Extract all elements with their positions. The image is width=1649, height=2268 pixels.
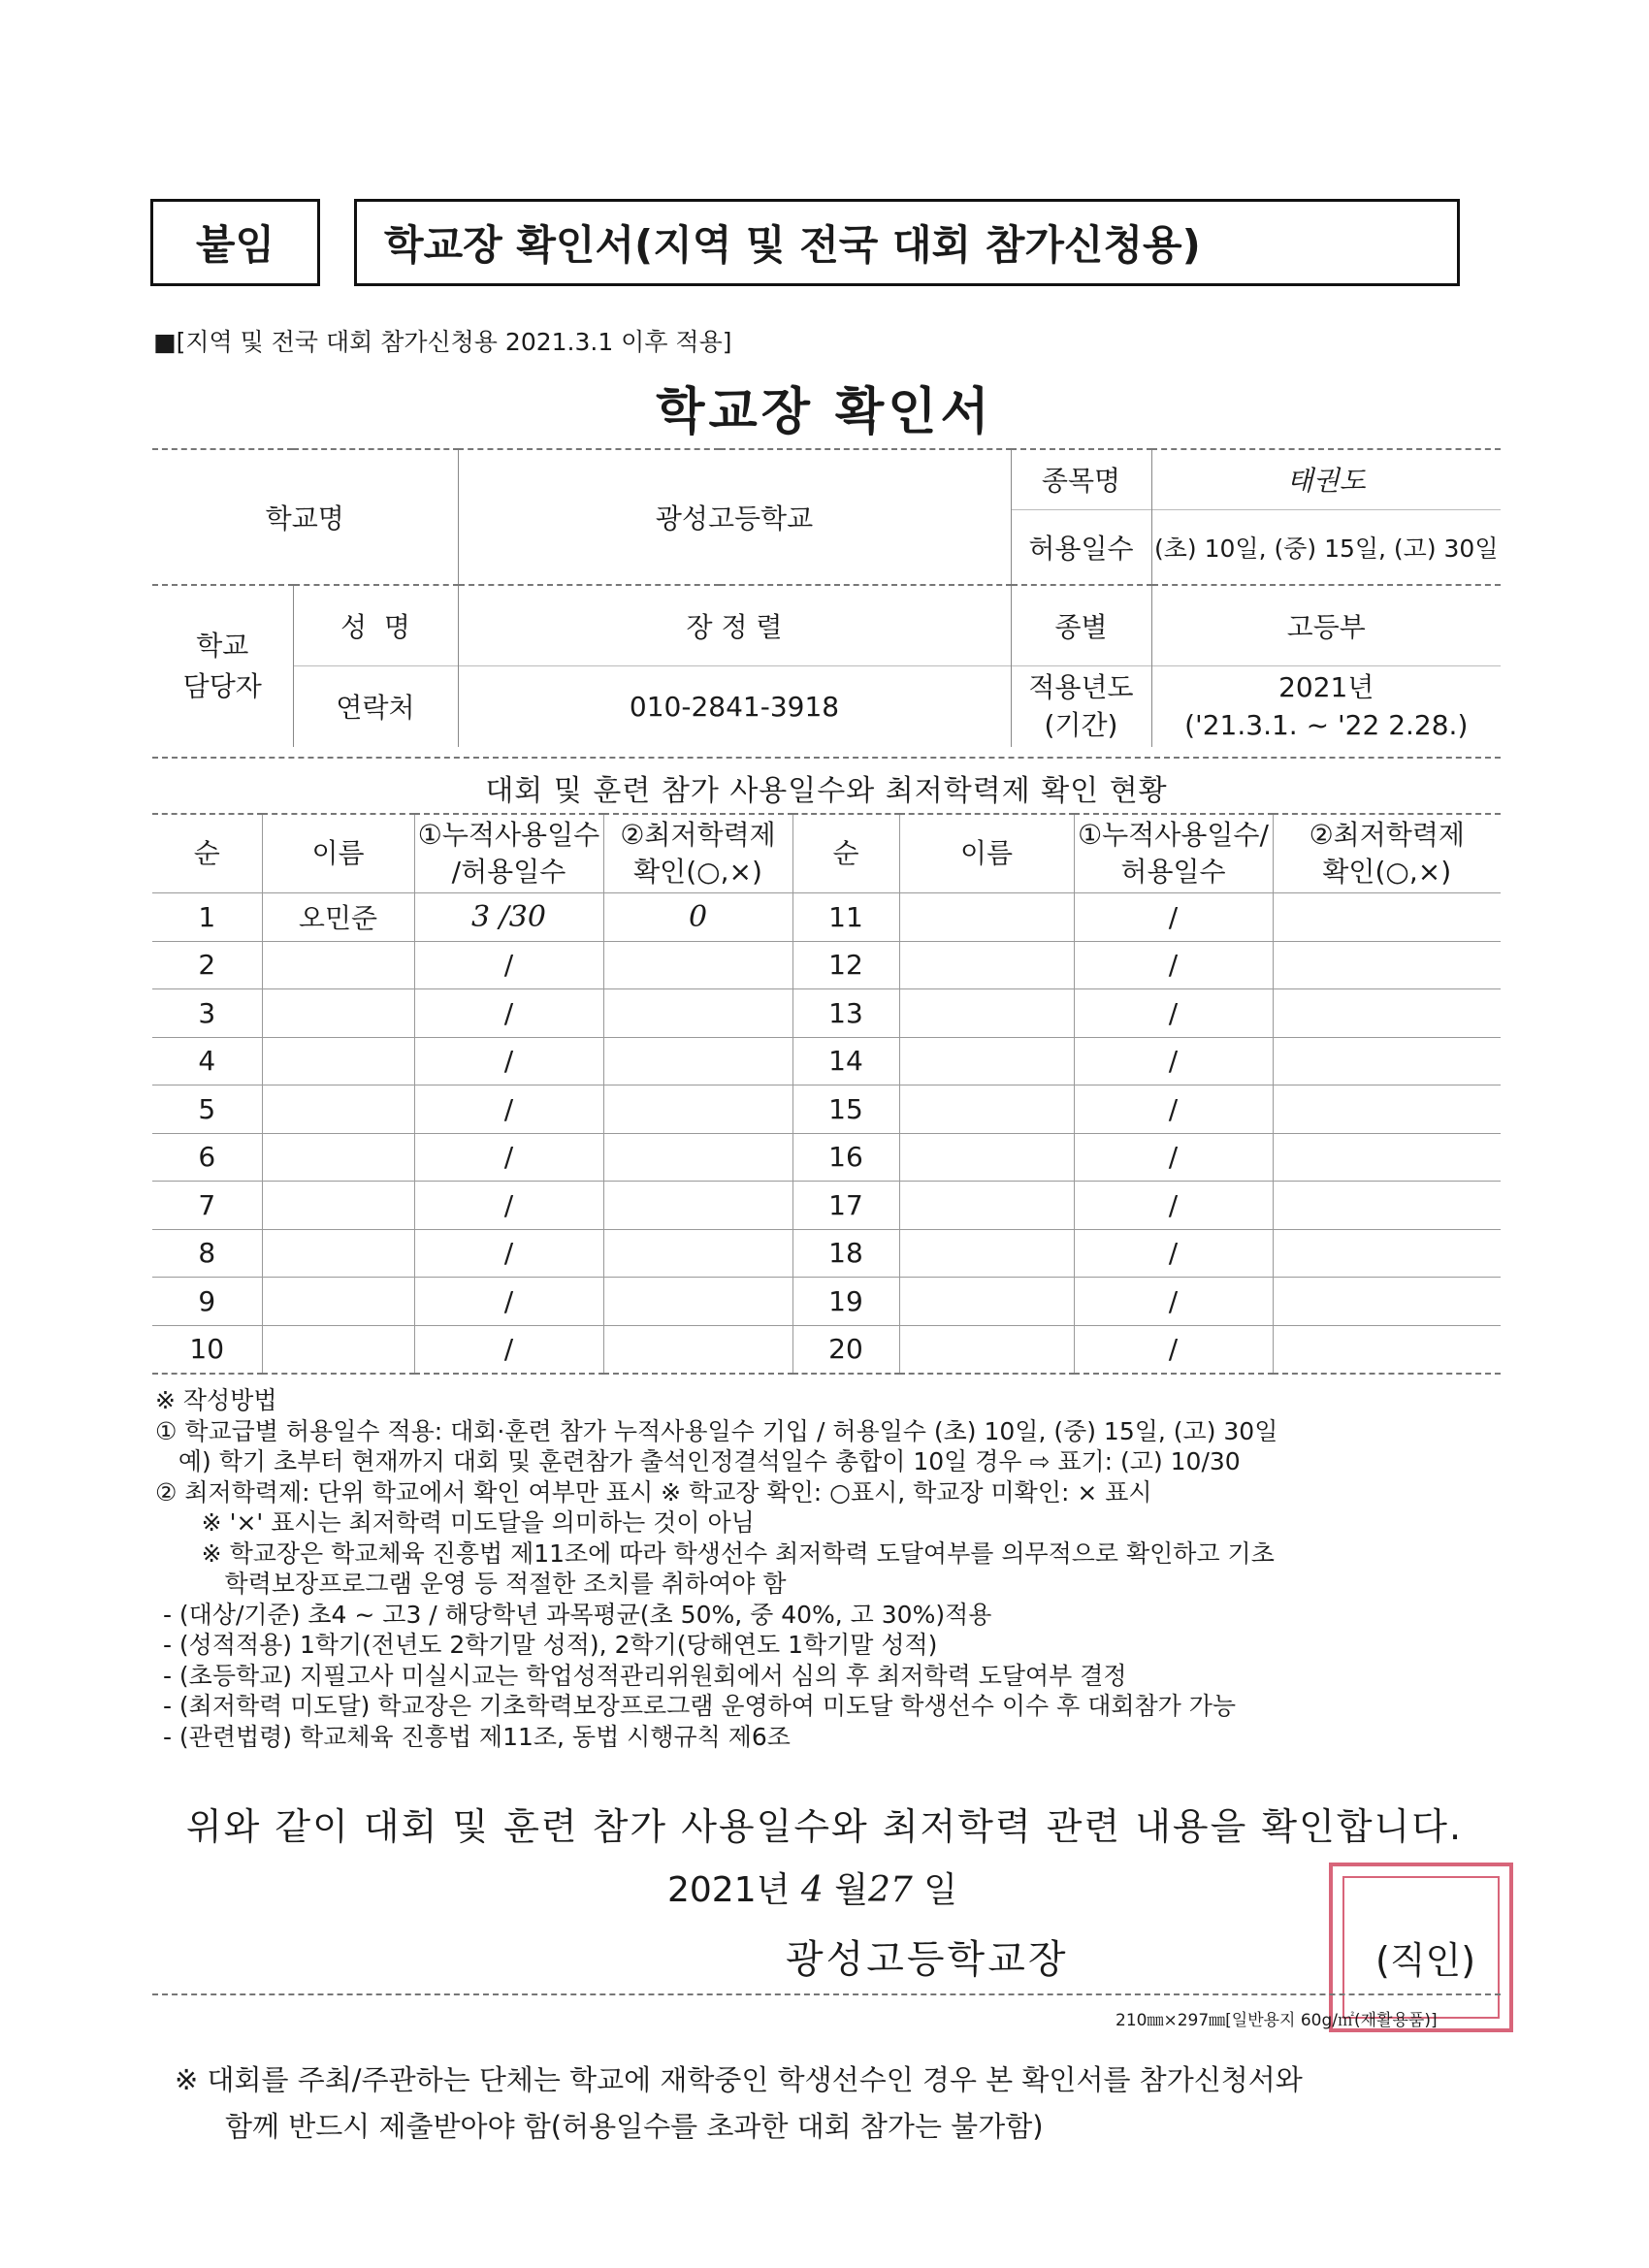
period: ('21.3.1. ~ '22 2.28.): [1184, 709, 1469, 742]
days-used-right: /: [1074, 1182, 1273, 1230]
table-header-row: [152, 814, 1501, 893]
min-academic-right: [1273, 1037, 1501, 1085]
student-name-left: [262, 989, 414, 1038]
student-name-right: [899, 1037, 1074, 1085]
days-used-left: /: [414, 1182, 603, 1230]
year-label-line-1: 적용년도: [1028, 671, 1134, 704]
student-name-left: [262, 1182, 414, 1230]
manager-name: 장 정 렬: [458, 585, 1011, 665]
instruction-line: - (최저학력 미도달) 학교장은 기초학력보장프로그램 운영하여 미도달 학생선수 이수 후 대회참가 가능: [155, 1692, 1237, 1720]
student-name-left: [262, 1229, 414, 1278]
student-name-left: [262, 1325, 414, 1374]
table-row: [152, 1133, 1501, 1182]
col-no-left: 순: [152, 814, 262, 893]
manager-label-line-2: 담당자: [182, 670, 262, 702]
date-month: 4: [800, 1870, 824, 1910]
contact-value: 010-2841-3918: [458, 665, 1011, 747]
row-number-left: 3: [152, 989, 262, 1038]
seal-label: (직인): [1375, 1939, 1476, 1982]
table-row: [152, 1278, 1501, 1326]
instruction-line: - (대상/기준) 초4 ~ 고3 / 해당학년 과목평균(초 50%, 중 40%, 고 30%)적용: [155, 1600, 992, 1629]
row-number-right: 16: [792, 1133, 899, 1182]
days-used-left: 3 /30: [414, 893, 603, 942]
row-number-left: 9: [152, 1278, 262, 1326]
school-name: 광성고등학교: [458, 449, 1011, 585]
participation-table: [152, 813, 1501, 1375]
min-academic-right: [1273, 1229, 1501, 1278]
table-row: [152, 893, 1501, 942]
min-academic-right: [1273, 1133, 1501, 1182]
min-academic-left: [603, 1278, 792, 1326]
row-number-right: 12: [792, 941, 899, 989]
col-days-left-l2: /허용일수: [451, 856, 566, 888]
status-title: 대회 및 훈련 참가 사용일수와 최저학력제 확인 현황: [152, 757, 1501, 809]
instruction-line: ※ '×' 표시는 최저학력 미도달을 의미하는 것이 아님: [155, 1508, 755, 1537]
instruction-line: ※ 작성방법: [155, 1386, 277, 1414]
student-name-left: [262, 1278, 414, 1326]
col-days-left: [414, 814, 603, 893]
school-info-table: [152, 448, 1501, 747]
instruction-line: - (관련법령) 학교체육 진흥법 제11조, 동법 시행규칙 제6조: [155, 1722, 791, 1751]
attachment-label: 붙임: [195, 221, 275, 269]
instruction-line: ② 최저학력제: 단위 학교에서 확인 여부만 표시 ※ 학교장 확인: ○표시, 학교장 미확인: × 표시: [155, 1477, 1152, 1507]
year-label-line-2: (기간): [1044, 709, 1118, 742]
row-number-left: 1: [152, 893, 262, 942]
division-label: 종별: [1011, 585, 1151, 665]
row-number-left: 7: [152, 1182, 262, 1230]
student-name-right: [899, 941, 1074, 989]
days-used-right: /: [1074, 1325, 1273, 1374]
contact-label: 연락처: [293, 665, 458, 747]
school-name-label: 학교명: [152, 449, 458, 585]
days-used-right: /: [1074, 1037, 1273, 1085]
name-label: 성 명: [293, 585, 458, 665]
days-used-left: /: [414, 1229, 603, 1278]
student-name-right: [899, 1325, 1074, 1374]
student-name-right: [899, 1182, 1074, 1230]
date-year: 2021년: [667, 1870, 791, 1910]
min-academic-right: [1273, 1325, 1501, 1374]
year-label: [1011, 665, 1151, 747]
min-academic-left: [603, 1133, 792, 1182]
col-days-left-l1: ①누적사용일수: [417, 819, 600, 852]
date-day: 27: [868, 1870, 913, 1910]
row-number-right: 17: [792, 1182, 899, 1230]
col-min-left-l1: ②최저학력제: [620, 819, 776, 852]
table-row: [152, 1229, 1501, 1278]
col-min-left: [603, 814, 792, 893]
min-academic-left: [603, 1037, 792, 1085]
date-month-unit: 월: [834, 1870, 868, 1910]
min-academic-left: [603, 1085, 792, 1134]
student-name-left: [262, 1037, 414, 1085]
row-number-left: 8: [152, 1229, 262, 1278]
days-used-left: /: [414, 1037, 603, 1085]
min-academic-right: [1273, 1278, 1501, 1326]
manager-label-line-1: 학교: [196, 630, 249, 662]
instruction-line: 예) 학기 초부터 현재까지 대회 및 훈련참가 출석인정결석일수 총합이 10일 경우 ⇨ 표기: (고) 10/30: [155, 1447, 1241, 1475]
sport-value: 태권도: [1151, 449, 1501, 509]
table-row: [152, 1037, 1501, 1085]
col-min-right-l2: 확인(○,×): [1322, 856, 1452, 888]
date-day-unit: 일: [923, 1870, 958, 1910]
year-value: [1151, 665, 1501, 747]
min-academic-right: [1273, 1182, 1501, 1230]
row-number-left: 2: [152, 941, 262, 989]
student-name-right: [899, 1133, 1074, 1182]
days-used-right: /: [1074, 1133, 1273, 1182]
col-min-right-l1: ②최저학력제: [1309, 819, 1465, 852]
paper-spec: 210㎜×297㎜[일반용지 60g/㎡(재활용품)]: [1116, 2011, 1438, 2030]
days-used-left: /: [414, 941, 603, 989]
row-number-right: 11: [792, 893, 899, 942]
student-name-right: [899, 893, 1074, 942]
row-number-right: 15: [792, 1085, 899, 1134]
col-days-right-l1: ①누적사용일수/: [1078, 819, 1269, 852]
col-min-right: [1273, 814, 1501, 893]
days-used-left: /: [414, 1325, 603, 1374]
row-number-right: 13: [792, 989, 899, 1038]
allowed-days: (초) 10일, (중) 15일, (고) 30일: [1151, 509, 1501, 585]
min-academic-left: [603, 1182, 792, 1230]
table-row: [152, 1325, 1501, 1374]
student-name-right: [899, 1278, 1074, 1326]
table-row: [152, 989, 1501, 1038]
table-row: [152, 1085, 1501, 1134]
confirm-statement: 위와 같이 대회 및 훈련 참가 사용일수와 최저학력 관련 내용을 확인합니다.: [185, 1805, 1464, 1848]
issue-date: [667, 1863, 957, 1912]
sport-label: 종목명: [1011, 449, 1151, 509]
row-number-left: 5: [152, 1085, 262, 1134]
student-name-left: [262, 941, 414, 989]
student-name-right: [899, 1229, 1074, 1278]
row-number-left: 10: [152, 1325, 262, 1374]
instruction-line: ※ 학교장은 학교체육 진흥법 제11조에 따라 학생선수 최저학력 도달여부를 의무적으로 확인하고 기초: [155, 1539, 1275, 1568]
student-name-left: [262, 1085, 414, 1134]
row-number-left: 4: [152, 1037, 262, 1085]
min-academic-left: [603, 989, 792, 1038]
col-name-right: 이름: [899, 814, 1074, 893]
signatory: 광성고등학교장: [786, 1937, 1069, 1982]
days-used-right: /: [1074, 1278, 1273, 1326]
row-number-right: 18: [792, 1229, 899, 1278]
table-row: [152, 941, 1501, 989]
min-academic-right: [1273, 893, 1501, 942]
col-days-right: [1074, 814, 1273, 893]
days-used-right: /: [1074, 893, 1273, 942]
col-name-left: 이름: [262, 814, 414, 893]
doc-title: 학교장 확인서(지역 및 전국 대회 참가신청용): [384, 221, 1201, 269]
subtitle-note: ■[지역 및 전국 대회 참가신청용 2021.3.1 이후 적용]: [153, 328, 732, 356]
main-title: 학교장 확인서: [656, 383, 993, 441]
days-used-left: /: [414, 1085, 603, 1134]
division: 고등부: [1151, 585, 1501, 665]
footer-note-line-2: 함께 반드시 제출받아야 함(허용일수를 초과한 대회 참가는 불가함): [225, 2110, 1044, 2143]
min-academic-left: 0: [603, 893, 792, 942]
min-academic-left: [603, 1325, 792, 1374]
row-number-right: 20: [792, 1325, 899, 1374]
writing-instructions: [155, 1385, 1504, 1752]
min-academic-left: [603, 941, 792, 989]
instruction-line: - (초등학교) 지필고사 미실시교는 학업성적관리위원회에서 심의 후 최저학력 도달여부 결정: [155, 1661, 1127, 1690]
min-academic-right: [1273, 941, 1501, 989]
col-days-right-l2: 허용일수: [1120, 856, 1226, 888]
days-used-right: /: [1074, 1085, 1273, 1134]
instruction-line: 학력보장프로그램 운영 등 적절한 조치를 취하여야 함: [155, 1570, 787, 1598]
col-no-right: 순: [792, 814, 899, 893]
attachment-label-box: [150, 199, 320, 286]
row-number-right: 14: [792, 1037, 899, 1085]
days-used-right: /: [1074, 989, 1273, 1038]
row-number-right: 19: [792, 1278, 899, 1326]
min-academic-right: [1273, 1085, 1501, 1134]
manager-label: [152, 585, 293, 747]
student-name-left: 오민준: [262, 893, 414, 942]
student-name-left: [262, 1133, 414, 1182]
days-used-left: /: [414, 989, 603, 1038]
divider-line: [152, 1993, 1501, 1995]
col-min-left-l2: 확인(○,×): [633, 856, 762, 888]
doc-title-box: [354, 199, 1460, 286]
year: 2021년: [1278, 671, 1374, 704]
min-academic-right: [1273, 989, 1501, 1038]
min-academic-left: [603, 1229, 792, 1278]
row-number-left: 6: [152, 1133, 262, 1182]
days-used-right: /: [1074, 1229, 1273, 1278]
allowed-days-label: 허용일수: [1011, 509, 1151, 585]
days-used-right: /: [1074, 941, 1273, 989]
days-used-left: /: [414, 1278, 603, 1326]
days-used-left: /: [414, 1133, 603, 1182]
table-row: [152, 1182, 1501, 1230]
instruction-line: - (성적적용) 1학기(전년도 2학기말 성적), 2학기(당해연도 1학기말 성적): [155, 1631, 938, 1659]
student-name-right: [899, 989, 1074, 1038]
instruction-line: ① 학교급별 허용일수 적용: 대회·훈련 참가 누적사용일수 기입 / 허용일수 (초) 10일, (중) 15일, (고) 30일: [155, 1416, 1278, 1445]
footer-note-line-1: ※ 대회를 주최/주관하는 단체는 학교에 재학중인 학생선수인 경우 본 확인서를 참가신청서와: [175, 2063, 1303, 2096]
student-name-right: [899, 1085, 1074, 1134]
